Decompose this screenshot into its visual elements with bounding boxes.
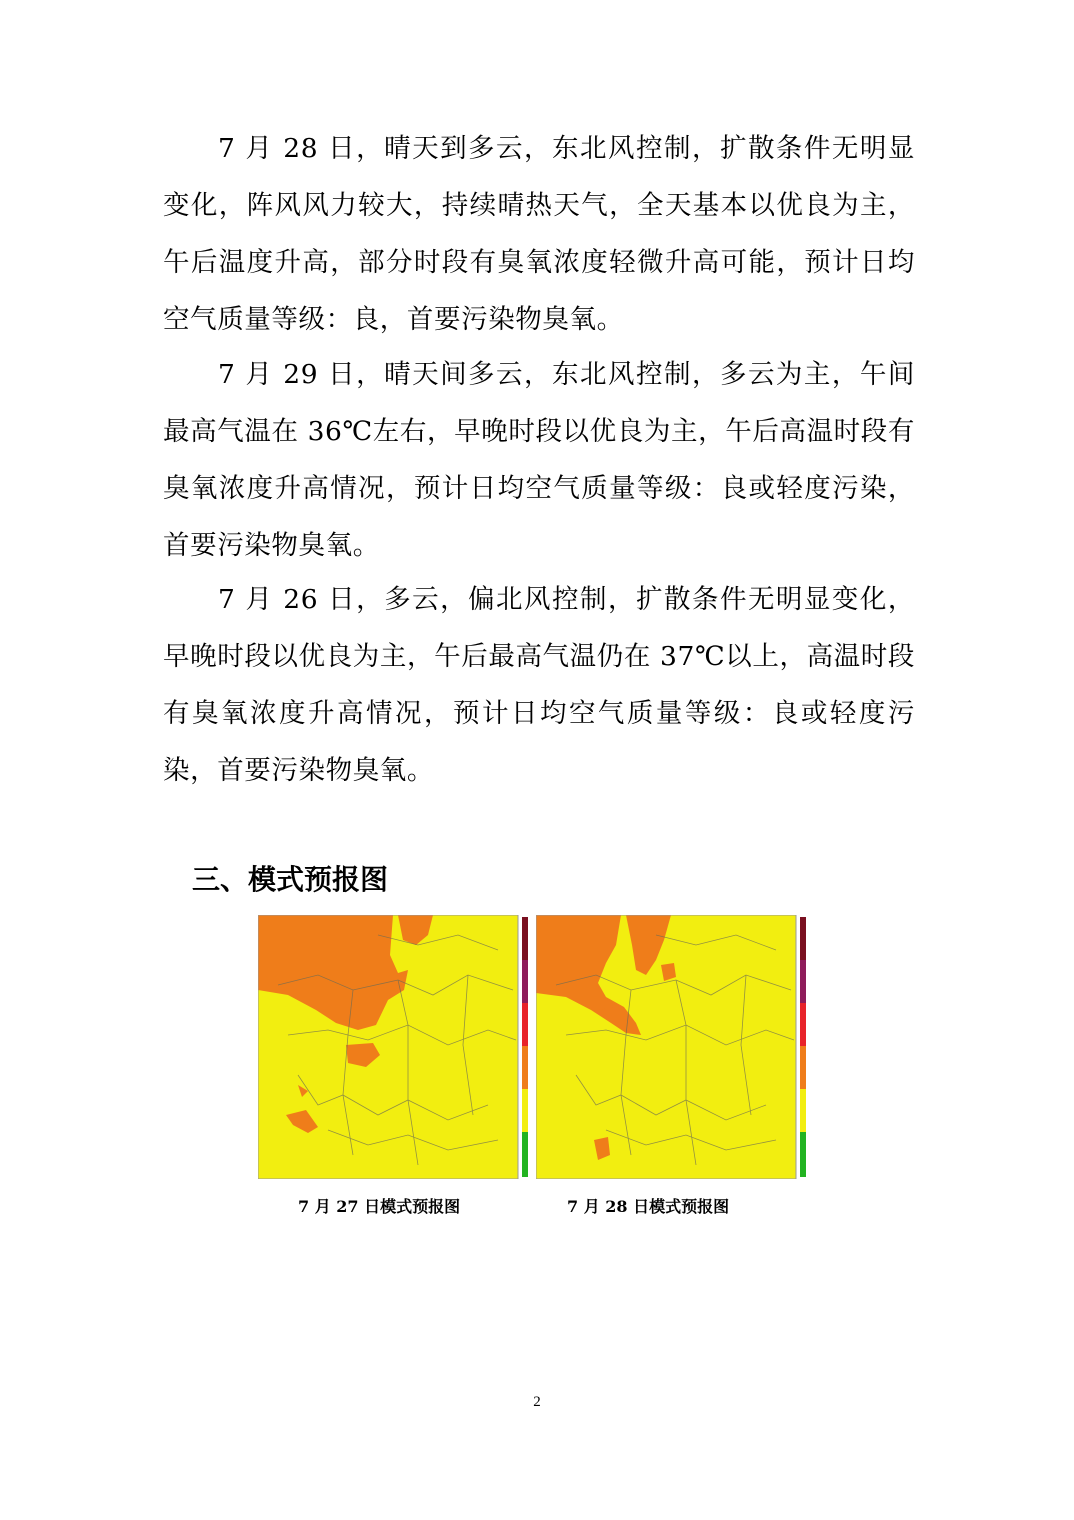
legend-moderate [800,1003,806,1046]
legend-severe [522,917,528,960]
legend-light [800,1046,806,1089]
forecast-paragraph-jul29: 7 月 29 日，晴天间多云，东北风控制，多云为主，午间最高气温在 36℃左右，早晚时段以优良为主，午后高温时段有臭氧浓度升高情况，预计日均空气质量等级：良或轻度污染，首要污染物臭氧。 [163,359,915,561]
page-number: 2 [533,1394,541,1410]
forecast-map-jul27 [258,915,528,1179]
legend-excellent [522,1132,528,1177]
forecast-paragraph-jul26: 7 月 26 日，多云，偏北风控制，扩散条件无明显变化，早晚时段以优良为主，午后最高气温仍在 37℃以上，高温时段有臭氧浓度升高情况，预计日均空气质量等级：良或轻度污染，首要污染物臭氧。 [163,584,915,786]
legend-heavy [522,960,528,1003]
figure-caption-jul27: 7 月 27 日模式预报图 [298,1197,461,1216]
figure-caption-jul28: 7 月 28 日模式预报图 [567,1197,730,1216]
legend-excellent [800,1132,806,1177]
section-heading: 三、模式预报图 [192,863,389,896]
forecast-paragraph-jul28: 7 月 28 日，晴天到多云，东北风控制，扩散条件无明显变化，阵风风力较大，持续晴热天气，全天基本以优良为主，午后温度升高，部分时段有臭氧浓度轻微升高可能，预计日均空气质量等级：良，首要污染物臭氧。 [163,133,915,335]
legend-good [522,1089,528,1132]
legend-good [800,1089,806,1132]
legend-heavy [800,960,806,1003]
forecast-map-jul28 [536,915,806,1179]
legend-light [522,1046,528,1089]
legend-severe [800,917,806,960]
legend-moderate [522,1003,528,1046]
